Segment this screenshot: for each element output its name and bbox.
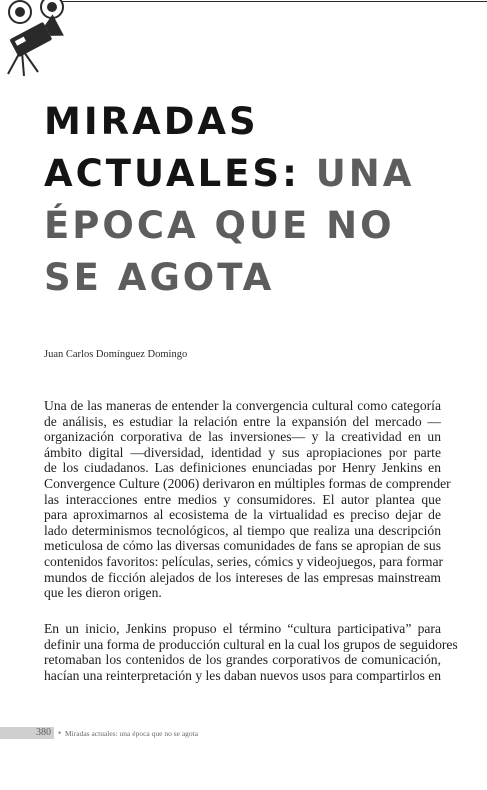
paragraph-line: hacían una reinterpretación y les daban nuevos usos para compartirlos en bbox=[44, 667, 442, 683]
film-camera-icon bbox=[0, 0, 80, 76]
footer-bullet: • bbox=[58, 728, 62, 738]
chapter-title bbox=[44, 96, 464, 304]
body-paragraph-2 bbox=[44, 621, 458, 683]
paragraph-line: definir una forma de producción cultural en la cual los grupos de seguidores bbox=[44, 636, 458, 652]
paragraph-line: ámbito digital —diversidad, identidad y sus apropiaciones por parte bbox=[44, 444, 441, 460]
title-line-4 bbox=[44, 252, 464, 304]
paragraph-line: Convergence Culture (2006) derivaron en múltiples formas de comprender bbox=[44, 475, 451, 491]
paragraph-line: En un inicio, Jenkins propuso el término “cultura participativa” para bbox=[44, 621, 441, 636]
title-line-3-grey: ÉPOCA QUE NO bbox=[44, 204, 395, 247]
top-rule bbox=[60, 1, 487, 2]
paragraph-line: lado determinismos tecnológicos, al tiempo que realiza una descripción bbox=[44, 522, 441, 538]
paragraph-line: las interacciones entre medios y consumidores. El autor plantea que bbox=[44, 491, 441, 507]
body-paragraph-1 bbox=[44, 398, 451, 601]
paragraph-line: organización corporativa de las inversiones— y la creatividad en un bbox=[44, 429, 441, 445]
paragraph-line: contenidos favoritos: películas, series, cómics y videojuegos, para formar bbox=[44, 553, 444, 569]
paragraph-line: para aproximarnos al ecosistema de la virtualidad es preciso dejar de bbox=[44, 507, 441, 523]
paragraph-line: que les dieron origen. bbox=[44, 585, 162, 601]
paragraph-line: mundos de ficción alejados de los intereses de las empresas mainstream bbox=[44, 569, 441, 585]
paragraph-line: Una de las maneras de entender la convergencia cultural como categoría bbox=[44, 398, 441, 413]
title-line-2-grey: UNA bbox=[299, 152, 415, 195]
title-line-1 bbox=[44, 96, 464, 148]
title-line-2-dark: ACTUALES: bbox=[44, 152, 300, 195]
paragraph-line: de los ciudadanos. Las definiciones enunciadas por Henry Jenkins en bbox=[44, 460, 441, 476]
title-line-3 bbox=[44, 200, 464, 252]
title-line-1-dark: MIRADAS bbox=[44, 100, 259, 143]
paragraph-line: meticulosa de cómo las diversas comunidades de fans se apropian de sus bbox=[44, 538, 441, 554]
author-name: Juan Carlos Domínguez Domingo bbox=[44, 349, 188, 360]
paragraph-line: de análisis, es estudiar la relación entre la expansión del mercado — bbox=[44, 413, 441, 429]
title-line-4-grey: SE AGOTA bbox=[44, 256, 275, 299]
title-line-2 bbox=[44, 148, 464, 200]
paragraph-line: retomaban los contenidos de los grandes corporativos de comunicación, bbox=[44, 652, 441, 668]
page-number: 380 bbox=[36, 727, 51, 738]
running-title: Miradas actuales: una época que no se agota bbox=[65, 729, 199, 738]
